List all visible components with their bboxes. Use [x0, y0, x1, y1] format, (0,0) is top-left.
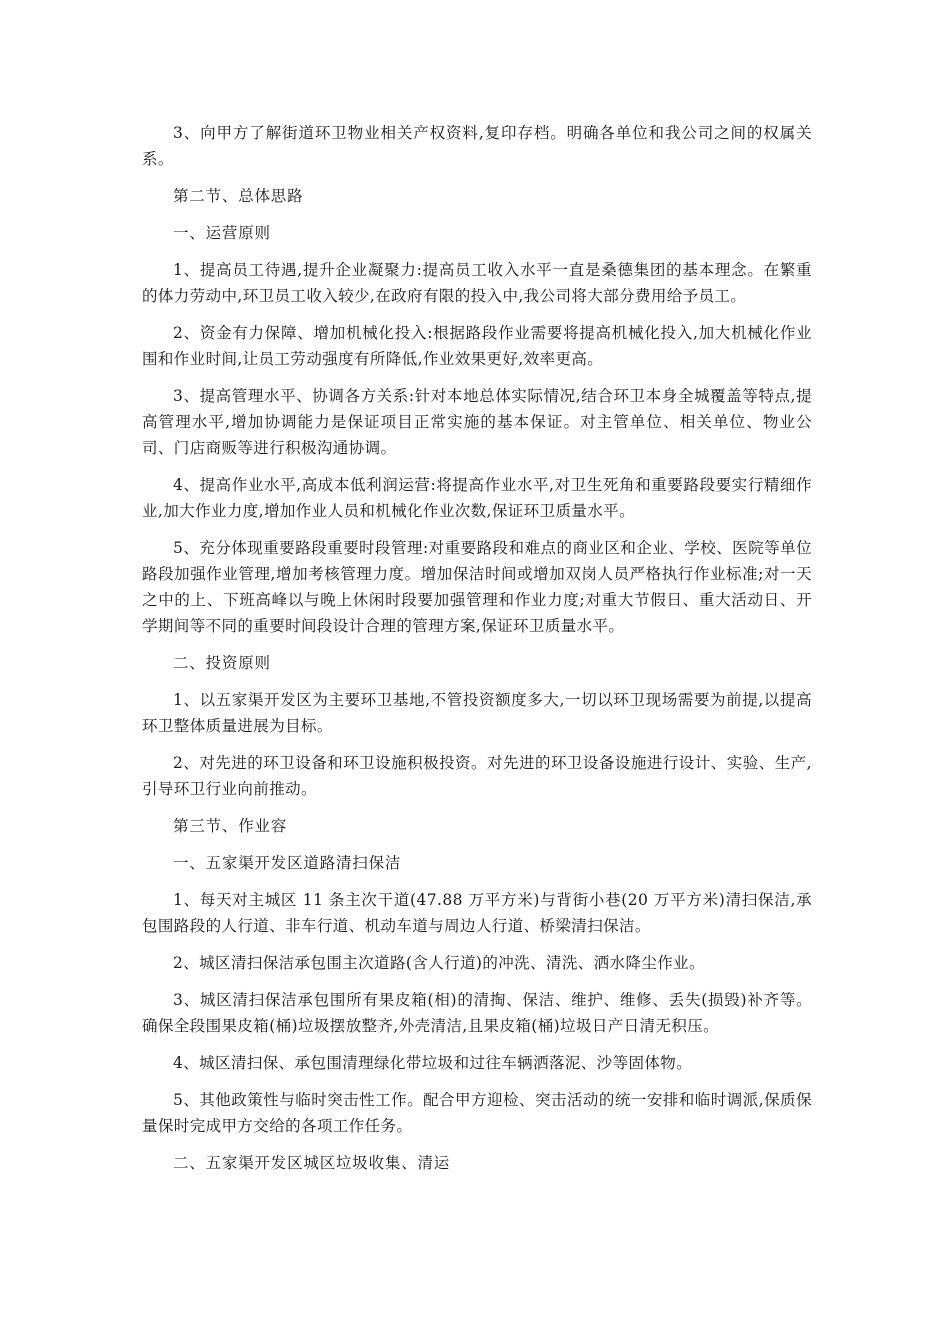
paragraph: 3、向甲方了解街道环卫物业相关产权资料,复印存档。明确各单位和我公司之间的权属关系。 — [142, 124, 812, 168]
paragraph: 3、城区清扫保洁承包围所有果皮箱(相)的清掏、保洁、维护、维修、丢失(损毁)补齐等。确保全段围果皮箱(桶)垃圾摆放整齐,外壳清洁,且果皮箱(桶)垃圾日产日清无积压。 — [142, 991, 812, 1035]
paragraph: 1、提高员工待遇,提升企业凝聚力:提高员工收入水平一直是桑德集团的基本理念。在繁重的体力劳动中,环卫员工收入较少,在政府有限的投入中,我公司将大部分费用给予员工。 — [142, 261, 812, 305]
paragraph: 2、资金有力保障、增加机械化投入:根据路段作业需要将提高机械化投入,加大机械化作业围和作业时间,让员工劳动强度有所降低,作业效果更好,效率更高。 — [142, 324, 812, 368]
document-body — [142, 120, 812, 1187]
paragraph: 1、以五家渠开发区为主要环卫基地,不管投资额度多大,一切以环卫现场需要为前提,以提高环卫整体质量进展为目标。 — [142, 691, 812, 735]
paragraph: 4、城区清扫保、承包围清理绿化带垃圾和过往车辆洒落泥、沙等固体物。 — [173, 1054, 693, 1072]
paragraph: 3、提高管理水平、协调各方关系:针对本地总体实际情况,结合环卫本身全城覆盖等特点,提高管理水平,增加协调能力是保证项目正常实施的基本保证。对主管单位、相关单位、物业公司、门店商贩等进行积极沟通协调。 — [142, 387, 812, 457]
paragraph: 1、每天对主城区 11 条主次干道(47.88 万平方米)与背街小巷(20 万平方米)清扫保洁,承包围路段的人行道、非车行道、机动车道与周边人行道、桥梁清扫保洁。 — [142, 891, 812, 935]
paragraph: 2、城区清扫保洁承包围主次道路(含人行道)的冲洗、清洗、洒水降尘作业。 — [173, 954, 705, 972]
paragraph: 5、其他政策性与临时突击性工作。配合甲方迎检、突击活动的统一安排和临时调派,保质保量保时完成甲方交给的各项工作任务。 — [142, 1091, 812, 1135]
paragraph: 4、提高作业水平,高成本低利润运营:将提高作业水平,对卫生死角和重要路段要实行精细作业,加大作业力度,增加作业人员和机械化作业次数,保证环卫质量水平。 — [142, 476, 812, 520]
section-heading: 第三节、作业容 — [173, 817, 288, 835]
subsection-heading: 一、运营原则 — [173, 224, 271, 242]
paragraph: 5、充分体现重要路段重要时段管理:对重要路段和难点的商业区和企业、学校、医院等单位路段加强作业管理,增加考核管理力度。增加保洁时间或增加双岗人员严格执行作业标准;对一天之中的上、下班高峰以与晚上休闲时段要加强管理和作业力度;对重大节假日、重大活动日、开学期间等不同的重要时间段设计合理的管理方案,保证环卫质量水平。 — [142, 539, 812, 635]
subsection-heading: 二、五家渠开发区城区垃圾收集、清运 — [173, 1154, 451, 1172]
subsection-heading: 一、五家渠开发区道路清扫保洁 — [173, 854, 402, 872]
section-heading: 第二节、总体思路 — [173, 187, 304, 205]
subsection-heading: 二、投资原则 — [173, 654, 271, 672]
paragraph: 2、对先进的环卫设备和环卫设施积极投资。对先进的环卫设备设施进行设计、实验、生产,引导环卫行业向前推动。 — [142, 754, 812, 798]
